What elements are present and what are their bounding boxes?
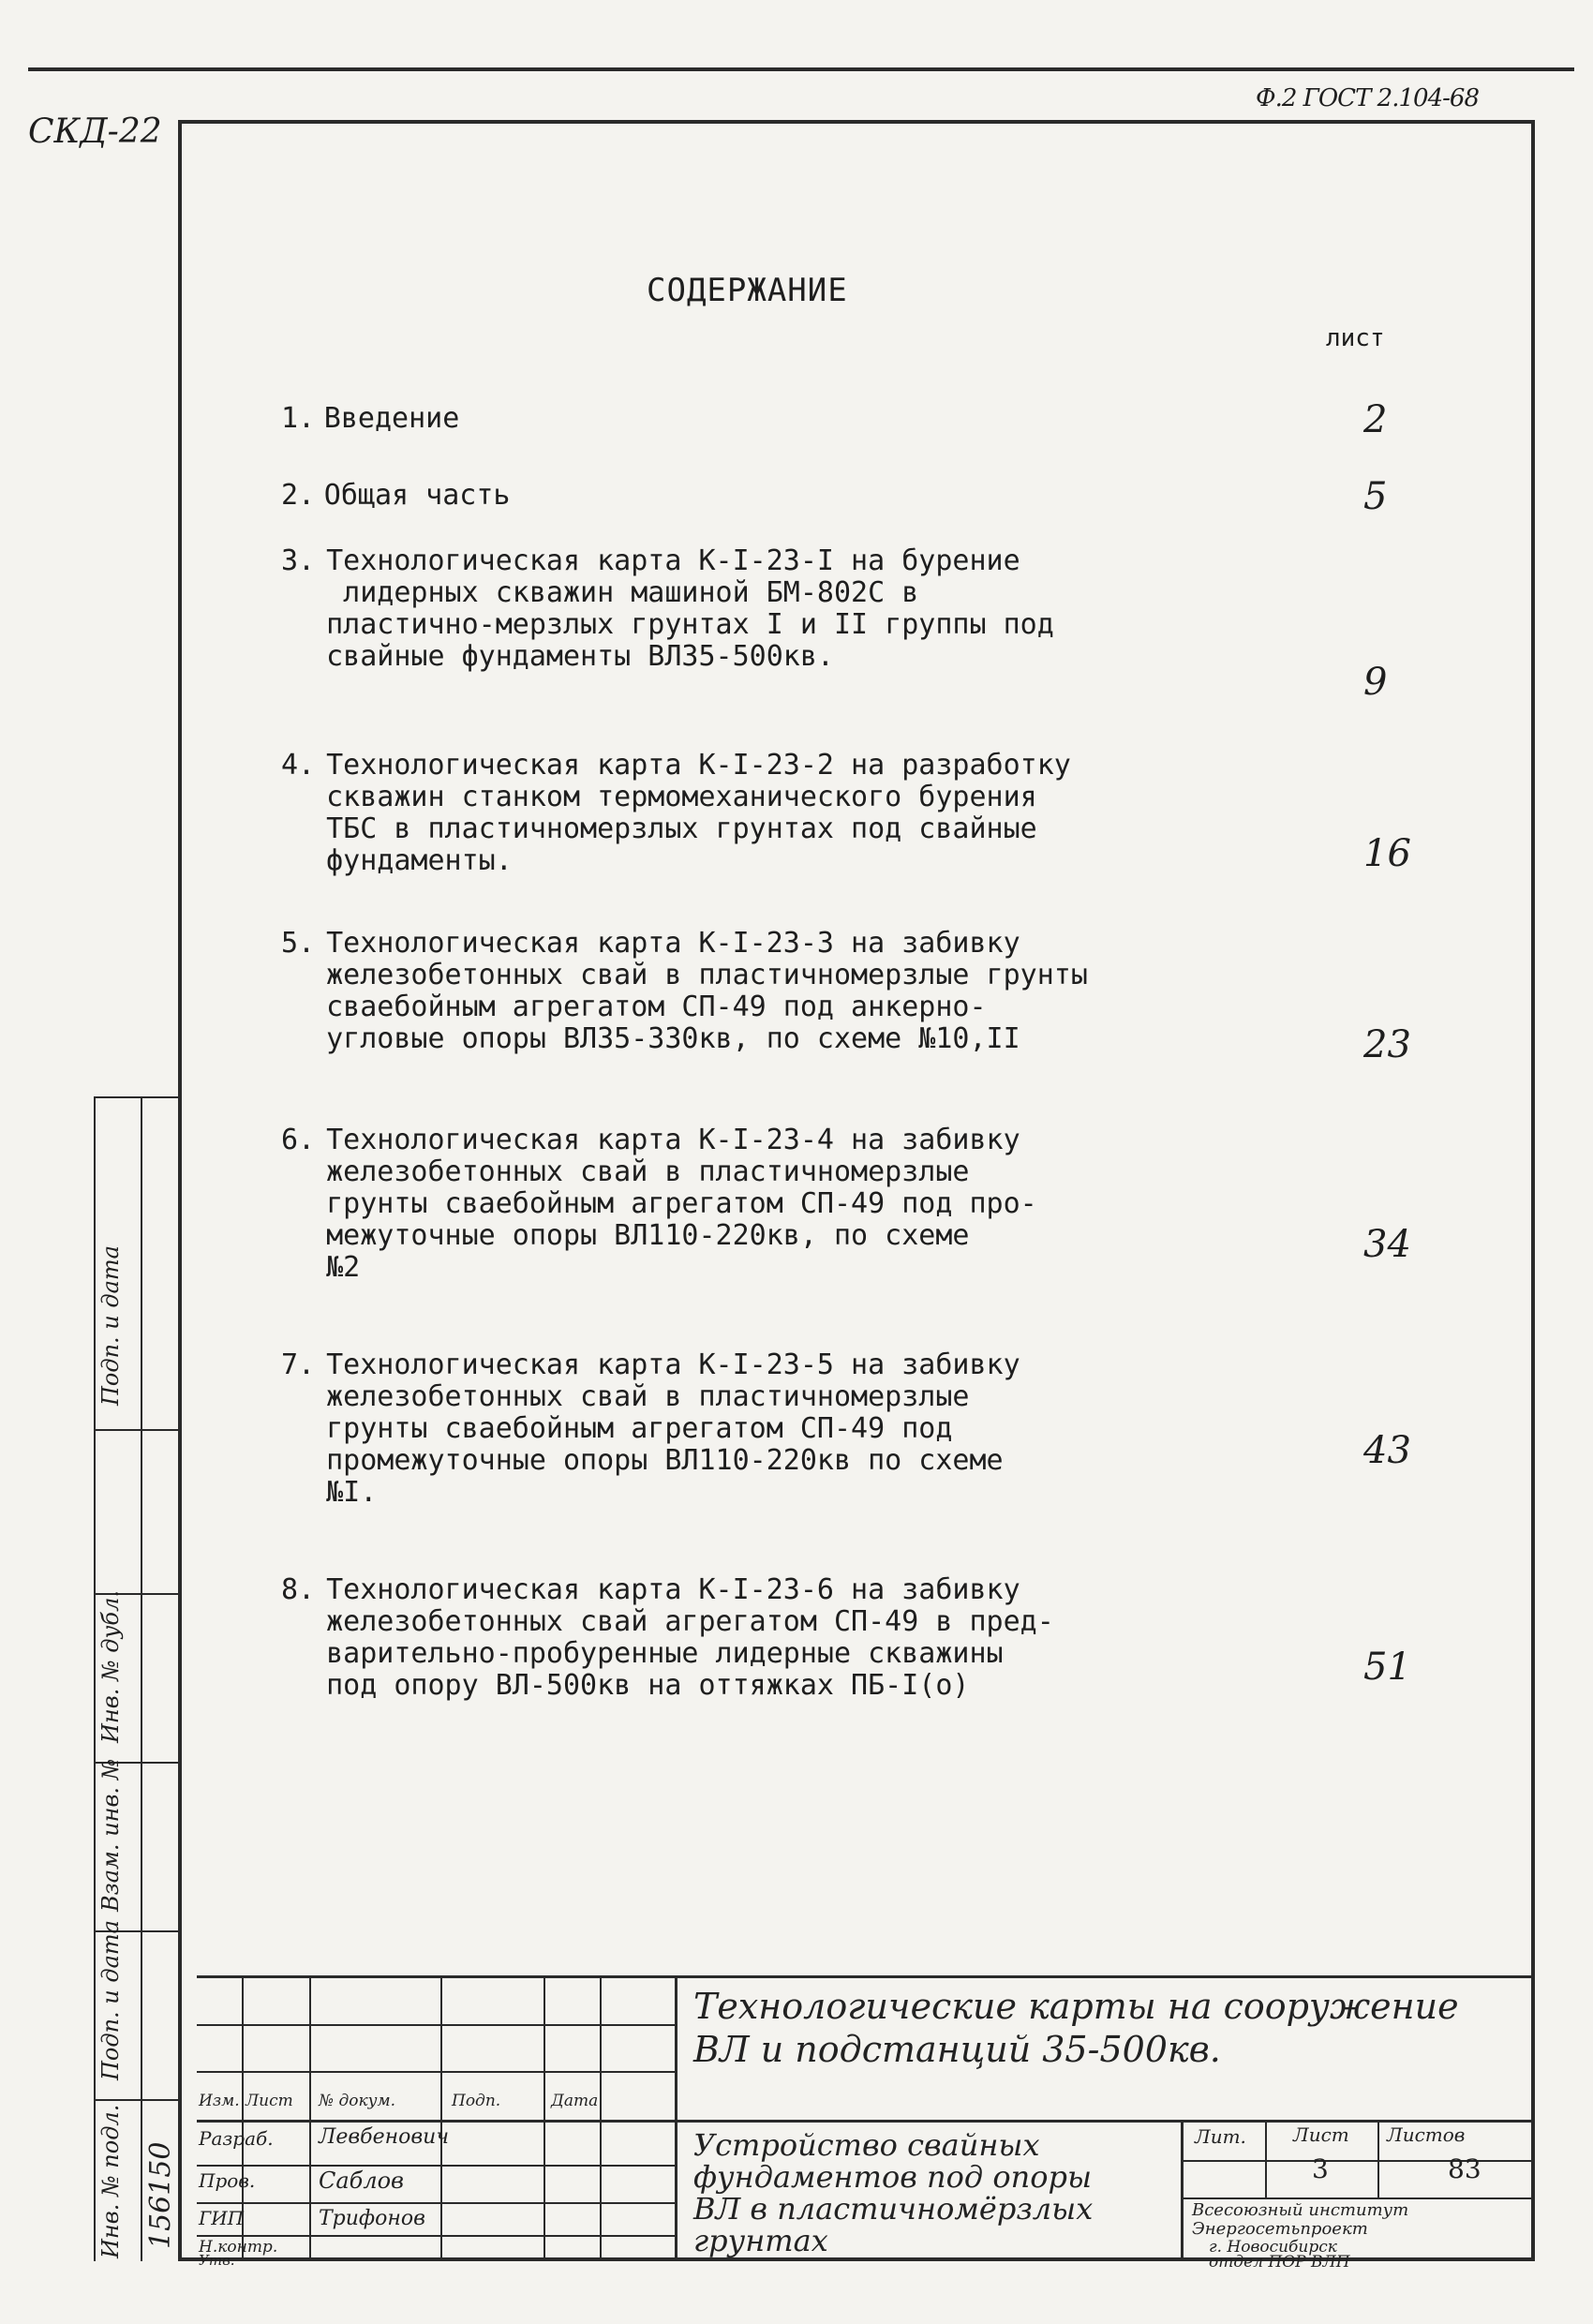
- gost-stamp: Ф.2 ГОСТ 2.104-68: [1256, 84, 1479, 112]
- entry-3-page: 9: [1363, 661, 1388, 704]
- entry-4-page: 16: [1363, 832, 1411, 875]
- col-header-list: Лист: [246, 2092, 293, 2110]
- organization-city: г. Новосибирск отдел ПОР ВЛП: [1209, 2238, 1350, 2272]
- entry-5-page: 23: [1363, 1023, 1411, 1066]
- stage-label: Лит.: [1195, 2125, 1246, 2148]
- staff-name-1: Левбенович: [319, 2125, 450, 2149]
- margin-inv-number: 156150: [144, 2141, 177, 2249]
- staff-name-2: Саблов: [319, 2168, 405, 2194]
- margin-label-podp-data-2: Подп. и дата: [97, 1245, 124, 1406]
- col-header-date: Дата: [551, 2092, 599, 2110]
- document-title: Устройство свайных фундаментов под опоры ВЛ в пластичномёрзлых грунтах: [693, 2127, 1094, 2258]
- sheets-label: Листов: [1387, 2123, 1466, 2146]
- staff-name-3: Трифонов: [319, 2207, 425, 2230]
- contents-entry-3: 3. Технологическая карта К-I-23-I на бурение лидерных скважин машиной БМ-802С в пластично-мерзлых грунтах I и II группы под свайные фундаменты ВЛ35-500кв.: [281, 544, 1054, 673]
- margin-label-vzam-inv: Взам. инв. №: [97, 1758, 124, 1912]
- entry-8-page: 51: [1363, 1646, 1411, 1689]
- contents-entry-4: 4. Технологическая карта К-I-23-2 на разработку скважин станком термомеханического бурения ТБС в пластичномерзлых грунтах под свайные фундаменты.: [281, 749, 1071, 877]
- contents-entry-7: 7. Технологическая карта К-I-23-5 на забивку железобетонных свай в пластичномерзлые грунты сваебойным агрегатом СП-49 под промежуточные опоры ВЛ110-220кв по схеме №I.: [281, 1348, 1020, 1509]
- margin-label-inv-podl: Инв. № подл.: [97, 2104, 124, 2258]
- contents-entry-8: 8. Технологическая карта К-I-23-6 на забивку железобетонных свай агрегатом СП-49 в пред- варительно-пробуренные лидерные скважины под опору ВЛ-500кв на оттяжках ПБ-I(о): [281, 1573, 1054, 1702]
- staff-role-1: Разраб.: [199, 2127, 274, 2150]
- contents-entry-1: 1. Введение: [281, 402, 460, 435]
- contents-entry-6: 6. Технологическая карта К-I-23-4 на забивку железобетонных свай в пластичномерзлые грунты сваебойным агрегатом СП-49 под про- межуточные опоры ВЛ110-220кв, по схеме №2: [281, 1124, 1037, 1284]
- staff-role-5: Утв.: [199, 2252, 235, 2269]
- list-column-header: лист: [1326, 324, 1385, 352]
- col-header-izm: Изм.: [199, 2092, 240, 2110]
- contents-entry-5: 5. Технологическая карта К-I-23-3 на забивку железобетонных свай в пластичномерзлые грунты сваебойным агрегатом СП-49 под анкерно- угловые опоры ВЛ35-330кв, по схеме №10,II: [281, 927, 1088, 1055]
- entry-2-page: 5: [1363, 475, 1388, 518]
- col-header-doc: № докум.: [319, 2092, 396, 2110]
- sheets-value: 83: [1448, 2153, 1481, 2184]
- sheet-value: 3: [1312, 2153, 1329, 2184]
- staff-role-4: Н.контр.: [199, 2238, 278, 2257]
- sheet-label: Лист: [1293, 2123, 1349, 2146]
- margin-label-podp-data-1: Подп. и дата: [97, 1920, 124, 2080]
- staff-role-3: ГИП: [199, 2207, 245, 2229]
- outer-top-rule: [28, 67, 1574, 71]
- staff-role-2: Пров.: [199, 2169, 256, 2192]
- page-title: СОДЕРЖАНИЕ: [647, 272, 848, 309]
- project-title: Технологические карты на сооружение ВЛ и подстанций 35-500кв.: [693, 1986, 1459, 2070]
- entry-7-page: 43: [1363, 1429, 1411, 1472]
- entry-6-page: 34: [1363, 1223, 1411, 1266]
- contents-entry-2: 2. Общая часть: [281, 479, 511, 512]
- margin-label-inv-dubl: Инв. № дубл.: [97, 1590, 124, 1743]
- organization: Всесоюзный институт Энергосетьпроект: [1192, 2200, 1409, 2239]
- sheet-code: СКД-22: [28, 112, 162, 151]
- entry-1-page: 2: [1363, 398, 1388, 441]
- col-header-sign: Подп.: [452, 2092, 501, 2110]
